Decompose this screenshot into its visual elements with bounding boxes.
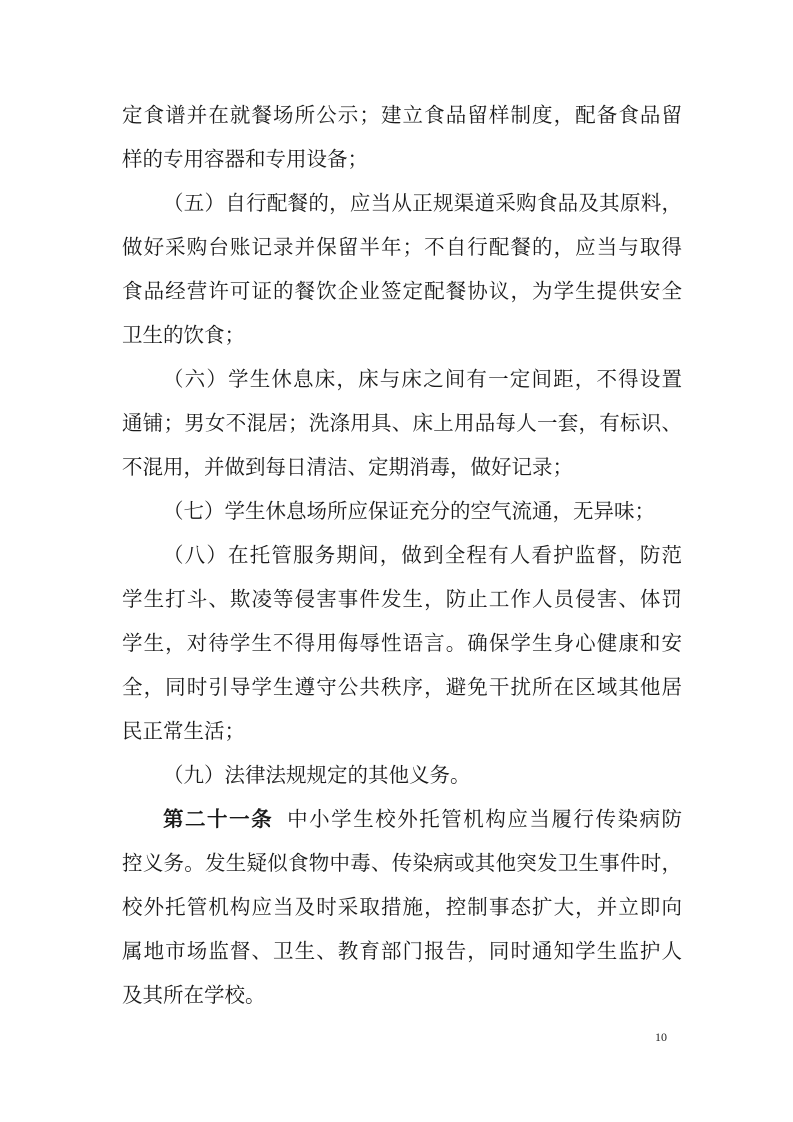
text-line: 食品经营许可证的餐饮企业签定配餐协议，为学生提供安全 [122,279,682,303]
text-line: （五）自行配餐的，应当从正规渠道采购食品及其原料， [163,191,682,215]
text-line: 属地市场监督、卫生、教育部门报告，同时通知学生监护人 [122,939,682,963]
page-number: 10 [655,1030,667,1044]
text-line: （九）法律法规规定的其他义务。 [163,763,471,787]
text-line: 定食谱并在就餐场所公示；建立食品留样制度，配备食品留 [122,103,682,127]
text-line: 做好采购台账记录并保留半年；不自行配餐的，应当与取得 [122,235,682,259]
text-line: 校外托管机构应当及时采取措施，控制事态扩大，并立即向 [122,895,682,919]
text-line: 学生打斗、欺凌等侵害事件发生，防止工作人员侵害、体罚 [122,587,682,611]
text-line: 通铺；男女不混居；洗涤用具、床上用品每人一套，有标识、 [122,411,682,435]
text-line: 不混用，并做到每日清洁、定期消毒，做好记录； [122,455,573,479]
article-label: 第二十一条 [163,807,274,831]
text-line: 中小学生校外托管机构应当履行传染病防 [287,807,683,831]
text-line: 民正常生活； [122,719,245,743]
text-line: 及其所在学校。 [122,983,266,1007]
text-line: 全，同时引导学生遵守公共秩序，避免干扰所在区域其他居 [122,675,682,699]
text-line: （七）学生休息场所应保证充分的空气流通，无异味； [163,499,655,523]
text-line: 控义务。发生疑似食物中毒、传染病或其他突发卫生事件时， [122,851,682,875]
text-line: 样的专用容器和专用设备； [122,147,368,171]
text-line: （八）在托管服务期间，做到全程有人看护监督，防范 [163,543,682,567]
text-line: （六）学生休息床，床与床之间有一定间距，不得设置 [163,367,682,391]
text-line: 卫生的饮食； [122,323,245,347]
article-first-line [163,799,682,839]
text-line: 学生，对待学生不得用侮辱性语言。确保学生身心健康和安 [122,631,682,655]
